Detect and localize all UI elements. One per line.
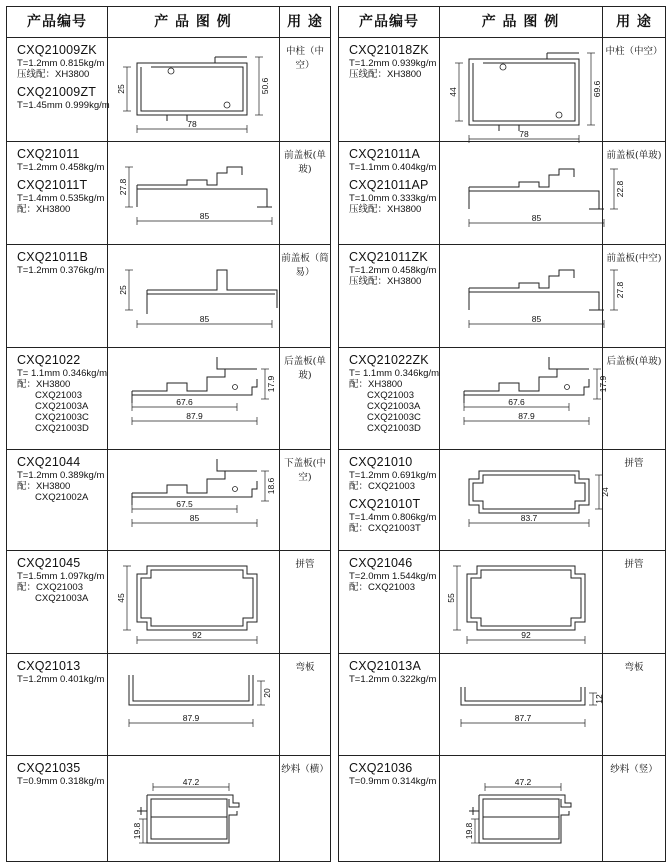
header-code: 产品编号 <box>359 14 419 30</box>
spec-line: CXQ21003C <box>35 412 89 423</box>
dimension-label: 19.8 <box>464 822 474 840</box>
spec-line: T=1.2mm 0.939kg/m <box>349 58 437 69</box>
product-code: CXQ21011A <box>349 147 421 161</box>
usage-label: 前盖板(中空) <box>606 253 662 264</box>
dimension-label: 85 <box>199 314 210 324</box>
table-row <box>7 755 330 862</box>
spec-line: CXQ21003D <box>367 423 421 434</box>
spec-line: 配：XH3800 <box>17 379 71 390</box>
spec-line: 配：XH3800 <box>17 204 71 215</box>
table-row <box>7 550 330 654</box>
header-code: 产品编号 <box>27 14 87 30</box>
usage-label: 弯板 <box>624 662 644 673</box>
table-row <box>339 653 665 756</box>
product-code: CXQ21018ZK <box>349 43 429 57</box>
product-code: CXQ21022ZK <box>349 353 429 367</box>
product-info <box>17 43 110 111</box>
spec-line: T=0.9mm 0.314kg/m <box>349 776 437 787</box>
table-row <box>7 653 330 756</box>
usage-label: 纱料（竖） <box>610 764 658 775</box>
spec-line: 压线配：XH3800 <box>349 69 422 80</box>
product-code: CXQ21045 <box>17 556 81 570</box>
product-info <box>17 556 107 604</box>
usage-label: 下盖板(中空) <box>284 458 326 483</box>
profile-drawing <box>439 347 608 449</box>
profile-drawing <box>107 141 279 244</box>
profile-drawing <box>107 37 279 141</box>
product-info <box>17 353 107 434</box>
product-code: CXQ21035 <box>17 761 81 775</box>
profile-drawing <box>439 755 602 862</box>
product-info <box>17 455 107 503</box>
product-info <box>17 659 107 685</box>
spec-line: CXQ21002A <box>35 492 89 503</box>
product-info <box>349 556 439 593</box>
dimension-label: 55 <box>446 593 456 603</box>
dimension-label: 44 <box>448 87 458 97</box>
usage-label: 中柱（中空） <box>605 46 663 57</box>
spec-line: T=1.2mm 0.389kg/m <box>17 470 105 481</box>
dimension-label: 12 <box>594 694 604 704</box>
right-table <box>338 6 666 862</box>
profile-drawing <box>107 755 279 862</box>
dimension-label: 24 <box>600 487 610 497</box>
product-info <box>349 353 439 434</box>
product-info <box>349 659 439 685</box>
spec-line: T=1.2mm 0.322kg/m <box>349 674 437 685</box>
dimension-label: 27.8 <box>615 281 625 299</box>
dimension-label: 87.9 <box>186 411 203 421</box>
spec-line: T=0.9mm 0.318kg/m <box>17 776 105 787</box>
dimension-label: 22.8 <box>615 180 625 198</box>
spec-line: CXQ21003 <box>35 390 83 401</box>
spec-line: 压线配：XH3800 <box>349 276 422 287</box>
spec-line: T=1.2mm 0.691kg/m <box>349 470 437 481</box>
dimension-label: 85 <box>189 513 200 523</box>
profile-drawing <box>107 550 279 653</box>
table-row <box>339 141 665 245</box>
usage-label: 前盖板（简易） <box>281 253 329 278</box>
spec-line: T=1.0mm 0.333kg/m <box>349 193 437 204</box>
dimension-label: 67.5 <box>176 499 193 509</box>
table-row <box>7 244 330 348</box>
product-code: CXQ21011 <box>17 147 80 161</box>
table-row <box>7 449 330 551</box>
header-use: 用 途 <box>287 14 323 30</box>
spec-line: 配：CXQ21003 <box>349 582 416 593</box>
product-code: CXQ21046 <box>349 556 413 570</box>
table-row <box>339 244 665 348</box>
table-row <box>7 347 330 450</box>
dimension-label: 78 <box>519 129 529 139</box>
left-table <box>6 6 331 862</box>
product-info <box>349 43 439 80</box>
usage-label: 纱料（横） <box>281 764 329 775</box>
spec-line: T=1.2mm 0.376kg/m <box>17 265 105 276</box>
dimension-label: 67.6 <box>176 397 193 407</box>
spec-line: 配：CXQ21003 <box>17 582 84 593</box>
usage-label: 中柱（中空） <box>285 46 324 71</box>
header-figure: 产 品 图 例 <box>154 14 232 30</box>
usage-label: 拼管 <box>624 458 644 469</box>
usage-label: 后盖板(单玻) <box>284 356 326 381</box>
profile-drawing <box>107 449 279 550</box>
dimension-label: 25 <box>116 84 126 94</box>
product-code: CXQ21010T <box>349 497 421 511</box>
dimension-label: 17.9 <box>598 375 608 393</box>
usage-label: 前盖板(单玻) <box>606 150 662 161</box>
profile-drawing <box>107 244 279 347</box>
usage-label: 后盖板(单玻) <box>606 356 662 367</box>
spec-line: T=1.2mm 0.458kg/m <box>349 265 437 276</box>
dimension-label: 17.9 <box>266 375 276 393</box>
usage-label: 拼管 <box>295 559 315 570</box>
dimension-label: 25 <box>118 285 128 295</box>
product-code: CXQ21011T <box>17 178 88 192</box>
spec-line: 配：XH3800 <box>349 379 403 390</box>
dimension-label: 85 <box>531 314 542 324</box>
table-row <box>7 141 330 245</box>
spec-line: CXQ21003A <box>35 593 89 604</box>
spec-line: T=1.2mm 0.458kg/m <box>17 162 105 173</box>
spec-line: T=1.2mm 0.401kg/m <box>17 674 105 685</box>
dimension-label: 69.6 <box>592 80 602 98</box>
dimension-label: 87.9 <box>182 713 200 723</box>
usage-label: 弯板 <box>295 662 315 673</box>
product-info <box>17 250 107 276</box>
spec-line: 压线配：XH3800 <box>17 69 90 80</box>
table-row <box>339 37 665 142</box>
dimension-label: 85 <box>531 213 542 223</box>
header-use: 用 途 <box>616 14 652 30</box>
spec-line: T=1.4mm 0.535kg/m <box>17 193 105 204</box>
profile-drawing <box>107 347 279 449</box>
dimension-label: 83.7 <box>520 513 538 523</box>
dimension-label: 67.6 <box>508 397 525 407</box>
spec-line: CXQ21003A <box>35 401 89 412</box>
profile-drawing <box>107 653 279 755</box>
product-code: CXQ21013A <box>349 659 421 673</box>
spec-line: 配：XH3800 <box>17 481 71 492</box>
table-row <box>7 37 330 142</box>
spec-line: CXQ21003C <box>367 412 421 423</box>
spec-line: T=1.4mm 0.806kg/m <box>349 512 437 523</box>
table-header <box>7 7 330 38</box>
dimension-label: 19.8 <box>132 822 142 840</box>
usage-label: 拼管 <box>624 559 644 570</box>
spec-line: 压线配：XH3800 <box>349 204 422 215</box>
product-code: CXQ21009ZT <box>17 85 97 99</box>
product-code: CXQ21036 <box>349 761 413 775</box>
product-info <box>17 761 107 787</box>
product-code: CXQ21011B <box>17 250 89 264</box>
dimension-label: 50.6 <box>260 77 270 95</box>
profile-drawing <box>439 37 602 141</box>
product-info <box>349 761 439 787</box>
dimension-label: 92 <box>192 630 202 640</box>
profile-drawing <box>439 141 625 244</box>
table-row <box>339 347 665 450</box>
product-code: CXQ21009ZK <box>17 43 97 57</box>
spec-line: T=1.5mm 1.097kg/m <box>17 571 105 582</box>
header-figure: 产 品 图 例 <box>481 14 560 30</box>
dimension-label: 85 <box>199 211 210 221</box>
dimension-label: 87.9 <box>518 411 535 421</box>
usage-label: 前盖板(单玻) <box>284 150 326 175</box>
spec-line: T= 1.1mm 0.346kg/m <box>349 368 440 379</box>
dimension-label: 20 <box>262 688 272 698</box>
product-info <box>349 455 439 534</box>
dimension-label: 78 <box>187 119 197 129</box>
spec-line: T=1.1mm 0.404kg/m <box>349 162 437 173</box>
product-info <box>17 147 107 215</box>
spec-line: 配：CXQ21003 <box>349 481 416 492</box>
profile-drawing <box>439 653 602 755</box>
product-code: CXQ21010 <box>349 455 413 469</box>
dimension-label: 87.7 <box>514 713 532 723</box>
product-info <box>349 250 439 287</box>
product-code: CXQ21044 <box>17 455 81 469</box>
profile-drawing <box>439 449 610 550</box>
product-code: CXQ21022 <box>17 353 81 367</box>
table-row <box>339 755 665 862</box>
table-row <box>339 550 665 654</box>
spec-line: CXQ21003D <box>35 423 89 434</box>
product-code: CXQ21011AP <box>349 178 429 192</box>
spec-line: 配：CXQ21003T <box>349 523 421 534</box>
dimension-label: 47.2 <box>182 777 200 787</box>
product-code: CXQ21013 <box>17 659 81 673</box>
dimension-label: 92 <box>521 630 531 640</box>
profile-drawing <box>439 244 625 347</box>
spec-line: CXQ21003 <box>367 390 415 401</box>
table-header <box>339 7 665 38</box>
product-code: CXQ21011ZK <box>349 250 428 264</box>
dimension-label: 27.8 <box>118 178 128 196</box>
dimension-label: 45 <box>116 593 126 603</box>
spec-line: T=1.2mm 0.815kg/m <box>17 58 105 69</box>
product-info <box>349 147 439 215</box>
spec-line: T=2.0mm 1.544kg/m <box>349 571 437 582</box>
spec-line: T= 1.1mm 0.346kg/m <box>17 368 108 379</box>
spec-line: T=1.45mm 0.999kg/m <box>17 100 110 111</box>
table-row <box>339 449 665 551</box>
dimension-label: 47.2 <box>514 777 532 787</box>
profile-drawing <box>439 550 602 653</box>
dimension-label: 18.6 <box>266 477 276 495</box>
spec-line: CXQ21003A <box>367 401 421 412</box>
